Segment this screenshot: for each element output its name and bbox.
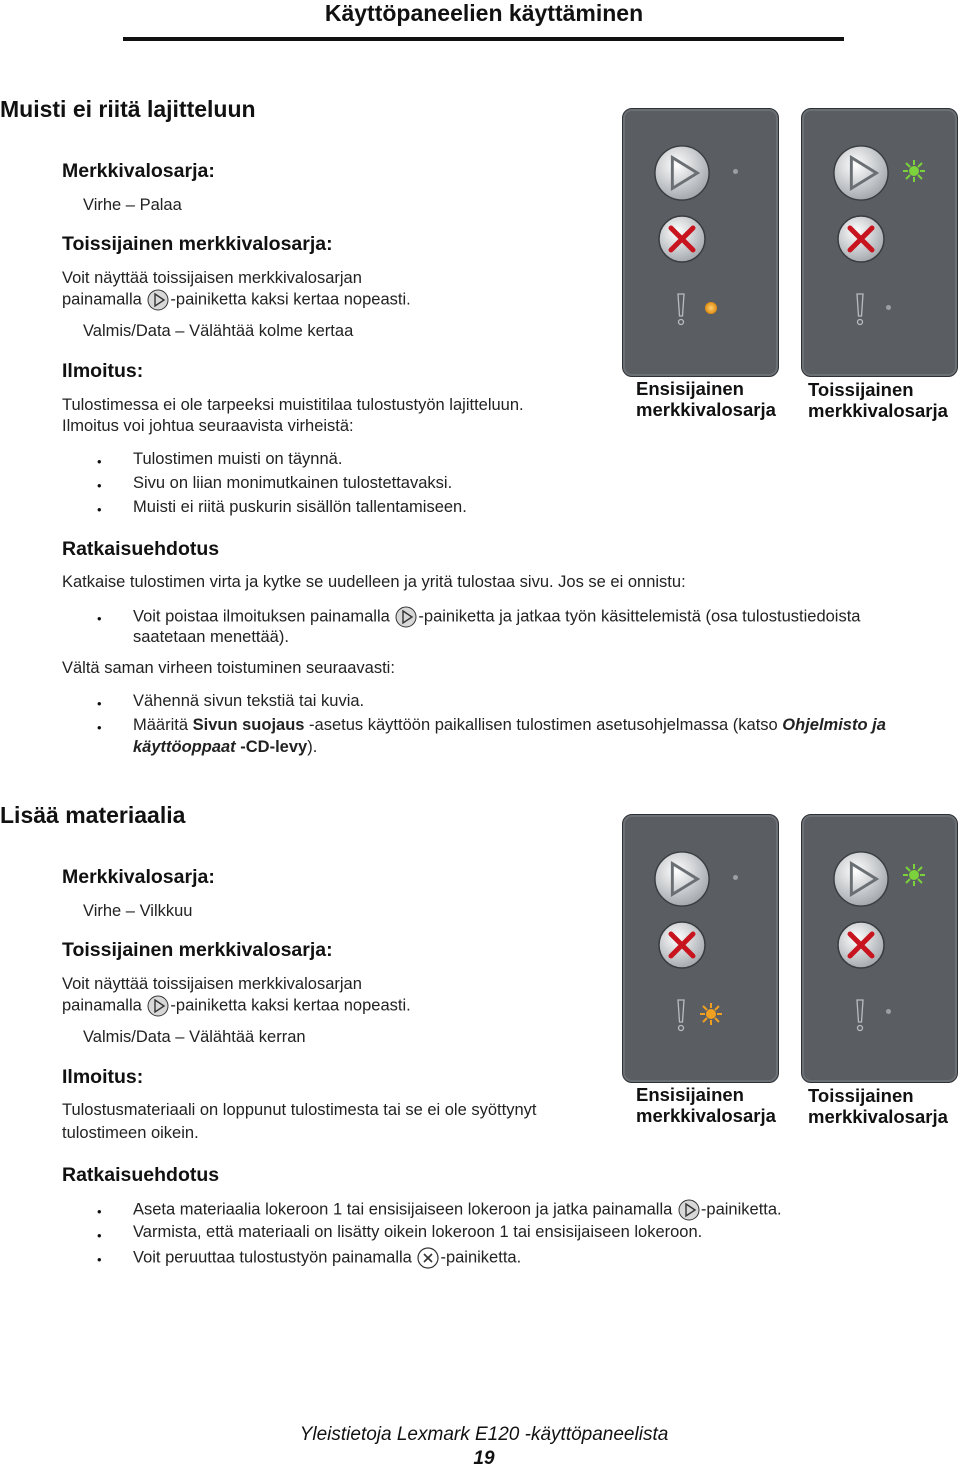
- page-number: 19: [473, 1448, 495, 1469]
- secondary-panel-label: [808, 379, 948, 421]
- bullet-dot: •: [97, 478, 102, 493]
- solution-bullet-1: [133, 606, 860, 628]
- continue-button-icon: [395, 606, 417, 628]
- primary-panel-label-line1: Ensisijainen: [636, 378, 744, 399]
- bullet-dot: •: [97, 502, 102, 517]
- avoid-bullet-2-setting: Sivun suojaus: [192, 716, 305, 734]
- cancel-button-icon: [657, 920, 707, 970]
- continue-button-icon: [832, 144, 890, 202]
- secondary-text-post: -painiketta kaksi kertaa nopeasti.: [170, 290, 411, 309]
- secondary-light-panel: [801, 814, 958, 1083]
- avoid-bullet-2-doc: Ohjelmisto ja: [782, 716, 886, 734]
- cause-item: Tulostimen muisti on täynnä.: [133, 450, 343, 468]
- continue-button-icon: [147, 289, 169, 311]
- error-led-on: [701, 298, 721, 318]
- cancel-button-icon: [836, 214, 886, 264]
- bullet-dot: •: [97, 454, 102, 469]
- light-sequence-value: Virhe – Vilkkuu: [83, 902, 193, 920]
- error-exclamation-icon: [673, 292, 689, 326]
- cancel-button-icon: [417, 1247, 439, 1269]
- solution-intro: Katkaise tulostimen virta ja kytke se uudelleen ja yritä tulostaa sivu. Jos se ei onnistu:: [62, 573, 686, 591]
- primary-panel-label-line2: merkkivalosarja: [636, 1105, 776, 1126]
- solution-bullet-1-cont: saatetaan menettää).: [133, 628, 289, 646]
- secondary-text: Voit näyttää toissijaisen merkkivalosarjan: [62, 269, 362, 287]
- continue-button-icon: [678, 1199, 700, 1221]
- secondary-text-line2: [62, 995, 411, 1017]
- solution-bullet-3-pre: Voit peruuttaa tulostustyön painamalla: [133, 1248, 412, 1267]
- solution-bullet-3-post: -painiketta.: [440, 1248, 522, 1267]
- solution-bullet-1-post: -painiketta.: [700, 1200, 782, 1219]
- secondary-sequence-label: Toissijainen merkkivalosarja:: [62, 233, 333, 255]
- header-rule: [123, 37, 844, 41]
- secondary-light-panel: [801, 108, 958, 377]
- page-header-title: Käyttöpaneelien käyttäminen: [324, 0, 644, 26]
- solution-bullet-2: Varmista, että materiaali on lisätty oikein lokeroon 1 tai ensisijaiseen lokeroon.: [133, 1223, 703, 1241]
- secondary-panel-label: [808, 1085, 948, 1127]
- avoid-bullet-2-end: ).: [307, 738, 318, 756]
- notice-line-2: Ilmoitus voi johtua seuraavista virheistä:: [62, 417, 354, 435]
- avoid-bullet-2: [133, 716, 886, 735]
- error-led-off: [886, 305, 891, 310]
- continue-button-icon: [653, 850, 711, 908]
- solution-bullet-1-pre: Voit poistaa ilmoituksen painamalla: [133, 607, 390, 626]
- ready-led: [733, 169, 738, 174]
- secondary-text-pre: painamalla: [62, 996, 142, 1015]
- notice-line-1: Tulostusmateriaali on loppunut tulostimesta tai se ei ole syöttynyt: [62, 1101, 537, 1119]
- secondary-panel-label-line1: Toissijainen: [808, 1085, 914, 1106]
- secondary-text-line2: [62, 289, 411, 311]
- solution-bullet-1-pre: Aseta materiaalia lokeroon 1 tai ensisijaiseen lokeroon ja jatka painamalla: [133, 1200, 673, 1219]
- cause-item: Sivu on liian monimutkainen tulostettavaksi.: [133, 474, 453, 492]
- continue-button-icon: [147, 995, 169, 1017]
- avoid-bullet-2-cd: -CD-levy: [235, 738, 308, 756]
- continue-button-icon: [653, 144, 711, 202]
- error-exclamation-icon: [673, 998, 689, 1032]
- solution-label: Ratkaisuehdotus: [62, 1164, 220, 1186]
- bullet-dot: •: [97, 1204, 102, 1219]
- primary-panel-label: [636, 1084, 776, 1126]
- primary-panel-label-line1: Ensisijainen: [636, 1084, 744, 1105]
- avoid-bullet-2-c: -asetus käyttöön paikallisen tulostimen asetusohjelmassa (katso: [304, 716, 783, 734]
- continue-button-icon: [832, 850, 890, 908]
- cancel-button-icon: [657, 214, 707, 264]
- primary-panel-label-line2: merkkivalosarja: [636, 399, 776, 420]
- secondary-text-pre: painamalla: [62, 290, 142, 309]
- error-led-flashing: [699, 1002, 723, 1026]
- error-exclamation-icon: [852, 998, 868, 1032]
- solution-bullet-1-post: -painiketta ja jatkaa työn käsittelemistä (osa tulostustiedoista: [418, 607, 861, 626]
- bullet-dot: •: [97, 1228, 102, 1243]
- solution-label: Ratkaisuehdotus: [62, 538, 220, 560]
- error-exclamation-icon: [852, 292, 868, 326]
- ready-led: [733, 875, 738, 880]
- secondary-text-post: -painiketta kaksi kertaa nopeasti.: [170, 996, 411, 1015]
- secondary-panel-label-line2: merkkivalosarja: [808, 1106, 948, 1127]
- bullet-dot: •: [97, 720, 102, 735]
- avoid-bullet-2-cont: [133, 738, 317, 757]
- secondary-panel-label-line1: Toissijainen: [808, 379, 914, 400]
- secondary-sequence-label: Toissijainen merkkivalosarja:: [62, 939, 333, 961]
- primary-light-panel: [622, 108, 779, 377]
- cause-item: Muisti ei riitä puskurin sisällön tallentamiseen.: [133, 498, 467, 516]
- notice-label: Ilmoitus:: [62, 1066, 144, 1088]
- solution-bullet-3: [133, 1247, 521, 1269]
- secondary-panel-label-line2: merkkivalosarja: [808, 400, 948, 421]
- primary-panel-label: [636, 378, 776, 420]
- avoid-bullet-1: Vähennä sivun tekstiä tai kuvia.: [133, 692, 365, 710]
- section-title-load-media: Lisää materiaalia: [0, 802, 186, 828]
- bullet-dot: •: [97, 696, 102, 711]
- light-sequence-label: Merkkivalosarja:: [62, 160, 215, 182]
- light-sequence-label: Merkkivalosarja:: [62, 866, 215, 888]
- avoid-label: Vältä saman virheen toistuminen seuraavasti:: [62, 659, 395, 677]
- secondary-sequence-value: Valmis/Data – Välähtää kolme kertaa: [83, 322, 354, 340]
- cancel-button-icon: [836, 920, 886, 970]
- avoid-bullet-2-doc2: käyttöoppaat: [133, 738, 236, 756]
- error-led-off: [886, 1009, 891, 1014]
- solution-bullet-1: [133, 1199, 782, 1221]
- bullet-dot: •: [97, 1252, 102, 1267]
- secondary-text: Voit näyttää toissijaisen merkkivalosarjan: [62, 975, 362, 993]
- secondary-sequence-value: Valmis/Data – Välähtää kerran: [83, 1028, 306, 1046]
- light-sequence-value: Virhe – Palaa: [83, 196, 182, 214]
- primary-light-panel: [622, 814, 779, 1083]
- footer-title: Yleistietoja Lexmark E120 -käyttöpaneelista: [299, 1424, 669, 1445]
- notice-line-1: Tulostimessa ei ole tarpeeksi muistitilaa tulostustyön lajitteluun.: [62, 396, 524, 414]
- section-title-memory: Muisti ei riitä lajitteluun: [0, 96, 256, 122]
- notice-label: Ilmoitus:: [62, 360, 144, 382]
- ready-led-flashing: [902, 159, 926, 183]
- ready-led-flashing: [902, 863, 926, 887]
- bullet-dot: •: [97, 611, 102, 626]
- avoid-bullet-2-a: Määritä: [133, 716, 193, 734]
- notice-line-2: tulostimeen oikein.: [62, 1124, 199, 1142]
